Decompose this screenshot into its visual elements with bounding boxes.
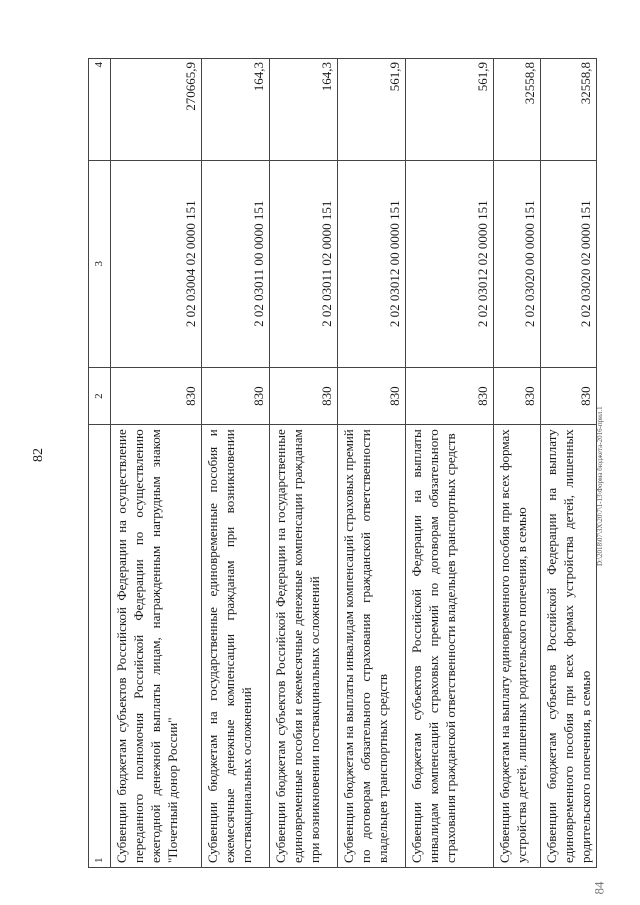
row-admin-code: 830	[111, 367, 202, 424]
row-name: Субвенции бюджетам субъектов Российской Федерации на выплату единовременного пособия при всех формах устройства детей, лишенных родительского попечения, в семью	[541, 425, 597, 868]
row-budget-code: 2 02 03020 02 0000 151	[541, 160, 597, 367]
page-number-bottom: 84	[591, 881, 607, 895]
column-header-1: 1	[89, 425, 111, 868]
row-name: Субвенции бюджетам на государственные единовременные пособия и ежемесячные денежные компенсации гражданам при возникновении поствакцинальных осложнений	[202, 425, 270, 868]
row-admin-code: 830	[541, 367, 597, 424]
row-name: Субвенции бюджетам на выплаты инвалидам компенсаций страховых премий по договорам обязательного страхования гражданской ответственности владельцев транспортных средств	[338, 425, 406, 868]
table-row	[406, 59, 494, 868]
row-amount: 270665,9	[111, 59, 202, 161]
rotated-page-content	[88, 58, 593, 868]
row-budget-code: 2 02 03011 00 0000 151	[202, 160, 270, 367]
row-admin-code: 830	[338, 367, 406, 424]
row-amount: 32558,8	[541, 59, 597, 161]
row-budget-code: 2 02 03011 02 0000 151	[270, 160, 338, 367]
footer-path: D:\2018\07\3X\20\7\1-13\Форма бюджета-2016-прил.1	[596, 406, 604, 566]
row-amount: 561,9	[338, 59, 406, 161]
row-budget-code: 2 02 03012 00 0000 151	[338, 160, 406, 367]
row-name: Субвенции бюджетам субъектов Российской Федерации на выплаты инвалидам компенсаций страховых премий по договорам обязательного страхования гражданской ответственности владельцев транспортных средств	[406, 425, 494, 868]
row-name: Субвенции бюджетам субъектов Российской Федерации на осуществление переданного полномочия Российской Федерации по осуществлению ежегодной денежной выплаты лицам, награжденным нагрудным знаком "Почетный донор России"	[111, 425, 202, 868]
row-budget-code: 2 02 03004 02 0000 151	[111, 160, 202, 367]
row-admin-code: 830	[270, 367, 338, 424]
row-amount: 164,3	[202, 59, 270, 161]
column-header-4: 4	[89, 59, 111, 161]
column-header-3: 3	[89, 160, 111, 367]
row-admin-code: 830	[202, 367, 270, 424]
page-number-top: 82	[31, 448, 46, 462]
table-row	[111, 59, 202, 868]
budget-table	[88, 58, 597, 868]
row-name: Субвенции бюджетам субъектов Российской Федерации на государственные единовременные пособия и ежемесячные денежные компенсации гражданам при возникновении поствакцинальных осложнений	[270, 425, 338, 868]
column-header-2: 2	[89, 367, 111, 424]
table-row	[541, 59, 597, 868]
table-header-row	[89, 59, 111, 868]
row-name: Субвенции бюджетам на выплату единовременного пособия при всех формах устройства детей, лишенных родительского попечения, в семью	[494, 425, 541, 868]
row-budget-code: 2 02 03020 00 0000 151	[494, 160, 541, 367]
row-amount: 164,3	[270, 59, 338, 161]
row-amount: 32558,8	[494, 59, 541, 161]
table-row	[270, 59, 338, 868]
row-admin-code: 830	[494, 367, 541, 424]
table-row	[338, 59, 406, 868]
table-row	[494, 59, 541, 868]
table-row	[202, 59, 270, 868]
row-amount: 561,9	[406, 59, 494, 161]
row-admin-code: 830	[406, 367, 494, 424]
row-budget-code: 2 02 03012 02 0000 151	[406, 160, 494, 367]
